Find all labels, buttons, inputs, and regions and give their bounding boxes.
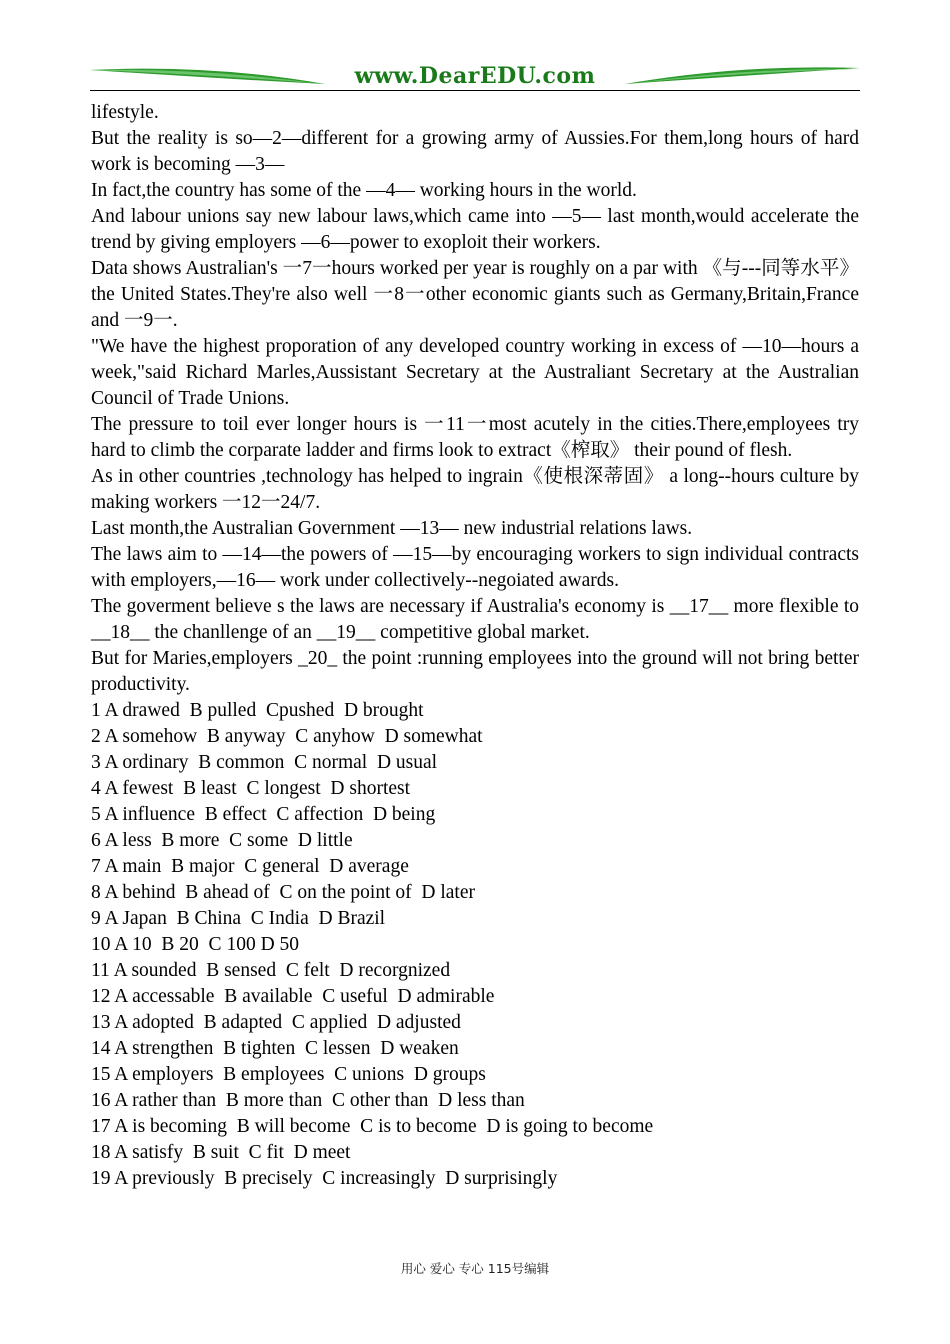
page-header xyxy=(90,62,860,94)
paragraph: Last month,the Australian Government —13— new industrial relations laws. xyxy=(91,518,693,539)
paragraph: The pressure to toil ever longer hours is 一11一most acutely in the cities.There,employees try hard to climb the corparate ladder and firms look to extract《榨取》 their pound of flesh. xyxy=(91,414,859,461)
option-line: 14 A strengthen B tighten C lessen D weaken xyxy=(91,1038,459,1059)
option-line: 1 A drawed B pulled Cpushed D brought xyxy=(91,700,424,721)
option-line: 6 A less B more C some D little xyxy=(91,830,353,851)
option-line: 18 A satisfy B suit C fit D meet xyxy=(91,1142,351,1163)
option-line: 7 A main B major C general D average xyxy=(91,856,409,877)
paragraph: And labour unions say new labour laws,which came into —5— last month,would accelerate the trend by giving employers —6—power to exoploit their workers. xyxy=(91,206,859,253)
option-line: 15 A employers B employees C unions D groups xyxy=(91,1064,486,1085)
option-line: 19 A previously B precisely C increasingly D surprisingly xyxy=(91,1168,558,1189)
paragraph: Data shows Australian's 一7一hours worked per year is roughly on a par with 《与---同等水平》the United States.They're also well 一8一other economic giants such as Germany,Britain,France and 一9一. xyxy=(91,258,859,331)
paragraph: lifestyle. xyxy=(91,102,159,123)
option-line: 9 A Japan B China C India D Brazil xyxy=(91,908,386,929)
option-line: 16 A rather than B more than C other than D less than xyxy=(91,1090,525,1111)
option-line: 10 A 10 B 20 C 100 D 50 xyxy=(91,934,300,955)
option-line: 8 A behind B ahead of C on the point of D later xyxy=(91,882,475,903)
paragraph: The goverment believe s the laws are necessary if Australia's economy is __17__ more flexible to __18__ the chanllenge of an __19__ competitive global market. xyxy=(91,596,859,643)
option-line: 12 A accessable B available C useful D admirable xyxy=(91,986,495,1007)
answer-options xyxy=(91,698,859,1192)
option-line: 2 A somehow B anyway C anyhow D somewhat xyxy=(91,726,483,747)
paragraph: The laws aim to —14—the powers of —15—by encouraging workers to sign individual contracts with employers,—16— work under collectively--negoiated awards. xyxy=(91,544,859,591)
page-footer: 用心 爱心 专心 115号编辑 xyxy=(400,1261,550,1276)
paragraph: But for Maries,employers _20_ the point :running employees into the ground will not bring better productivity. xyxy=(91,648,859,695)
paragraph: "We have the highest proporation of any developed country working in excess of —10—hours a week,"said Richard Marles,Aussistant Secretary at the Australiant Secretary at the Australian Council of Trade Unions. xyxy=(91,336,859,409)
document-body xyxy=(91,100,859,1192)
option-line: 3 A ordinary B common C normal D usual xyxy=(91,752,438,773)
option-line: 5 A influence B effect C affection D being xyxy=(91,804,436,825)
paragraph: As in other countries ,technology has helped to ingrain《使根深蒂固》 a long--hours culture by making workers 一12一24/7. xyxy=(91,466,859,513)
option-line: 4 A fewest B least C longest D shortest xyxy=(91,778,411,799)
option-line: 13 A adopted B adapted C applied D adjusted xyxy=(91,1012,461,1033)
paragraph: In fact,the country has some of the —4— working hours in the world. xyxy=(91,180,637,201)
site-brand: www.DearEDU.com xyxy=(354,63,596,89)
option-line: 11 A sounded B sensed C felt D recorgnized xyxy=(91,960,451,981)
paragraph: But the reality is so—2—different for a growing army of Aussies.For them,long hours of hard work is becoming —3— xyxy=(91,128,859,175)
option-line: 17 A is becoming B will become C is to become D is going to become xyxy=(91,1116,654,1137)
header-rule xyxy=(90,90,860,91)
